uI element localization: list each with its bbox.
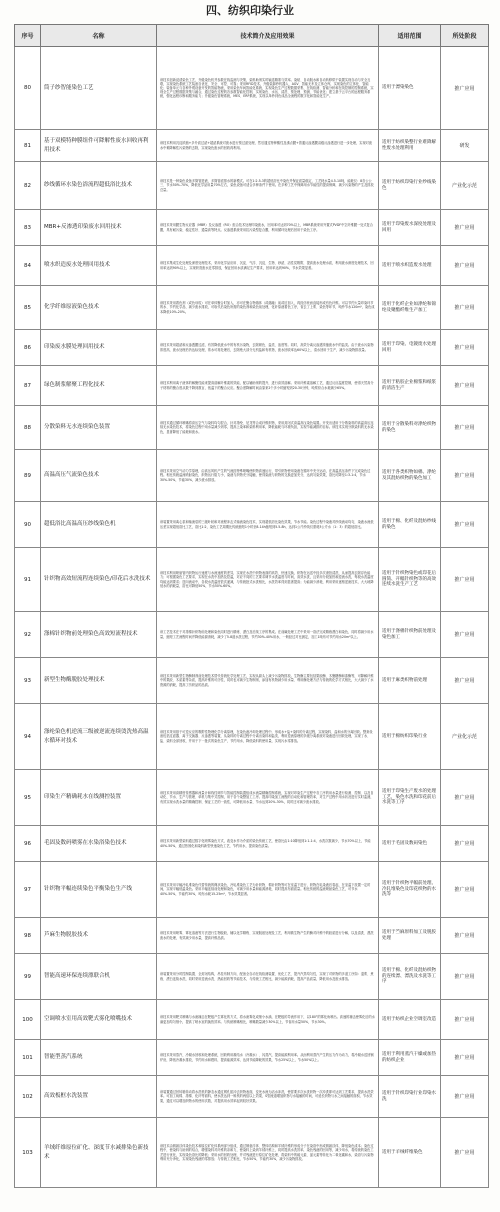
table-row	[15, 502, 489, 548]
development-stage: 推广应用	[441, 286, 489, 330]
row-number: 83	[15, 210, 41, 246]
development-stage: 推广应用	[441, 658, 489, 704]
row-number: 94	[15, 704, 41, 770]
table-row	[15, 862, 489, 918]
table-row	[15, 954, 489, 1000]
technology-name: 高效板框水洗装置	[41, 1076, 157, 1118]
development-stage: 产业化示范	[441, 162, 489, 210]
row-number: 98	[15, 918, 41, 954]
row-number: 89	[15, 450, 41, 502]
table-row	[15, 1040, 489, 1076]
application-scope: 适用于麻类织物前处理	[379, 658, 441, 704]
application-scope: 适用于羊绒纤维染色	[379, 1118, 441, 1188]
row-number: 84	[15, 246, 41, 286]
application-scope: 适用于分散染料对涤纶织物的染色	[379, 406, 441, 450]
header-number: 序号	[15, 25, 41, 47]
technology-name: 纱线循环水染色浴流程超低浴比技术	[41, 162, 157, 210]
application-scope: 适用于纺织染整行业难降解性废水处理利用	[379, 130, 441, 162]
technology-name: 涤纶染色机逆流三级被逆流连续烫洗热高温水循环对技术	[41, 704, 157, 770]
row-number: 85	[15, 286, 41, 330]
application-scope: 适用于漂染染色	[379, 47, 441, 130]
row-number: 90	[15, 502, 41, 548]
application-scope: 适用于针织物平幅前处理、冷轧堆染色及印花织物的水洗等	[379, 862, 441, 918]
header-stage: 所处阶段	[441, 25, 489, 47]
technology-name: 针织物平幅连续染色平衡染色生产线	[41, 862, 157, 918]
row-number: 80	[15, 47, 41, 130]
application-scope: 适用于印染废水深度处理及回用	[379, 210, 441, 246]
row-number: 88	[15, 406, 41, 450]
row-number: 81	[15, 130, 41, 162]
table-row	[15, 770, 489, 826]
development-stage: 推广应用	[441, 954, 489, 1000]
development-stage: 推广应用	[441, 548, 489, 612]
row-number: 95	[15, 770, 41, 826]
technology-name: 印染废水膜处理回用技术	[41, 330, 157, 366]
technology-name: 化学纤维原液染色技术	[41, 286, 157, 330]
technology-name: 空调喷水室用高效靶式雾化喷嘴技术	[41, 1000, 157, 1040]
application-scope: 适用于棉、化纤及混纺纱线的染色	[379, 502, 441, 548]
table-header-row	[15, 25, 489, 47]
table-row	[15, 330, 489, 366]
technology-description: 该技术采用新型染料通过数字化喷雾染色方式，改变水作为介质的染色传统工艺，使浴比由1:10降低到1:1-1:4，水洗次数减少，节水70%以上，节能40%-50%，通过热固化和染料新型快速染色工艺，节约用水，提高染色质量。	[157, 826, 379, 862]
row-number: 103	[15, 1118, 41, 1188]
development-stage: 推广应用	[441, 1000, 489, 1040]
application-scope: 适用于利用蒸汽干燥或加热的纺织企业	[379, 1040, 441, 1076]
technology-name: 智能型蒸汽系统	[41, 1040, 157, 1076]
row-number: 93	[15, 658, 41, 704]
technology-description: 该技术采用平幅冷轧堆染色代替传统的绳状染色，冷轧堆染色工艺为针织物、棉针织物等可在室温下进行，织物在轧染液后卷起，在室温下放置一定时间，实现平幅低温染色。采用平幅连续前处理和染色，可减少用水量和能源消耗，同时提高布面质量。相比传统的溢流喷射染色工艺，可节水40%-50%，节能约30%，吨布水耗15-25m³，节水效果显著。	[157, 862, 379, 918]
development-stage: 产业化示范	[441, 704, 489, 770]
development-stage: 推广应用	[441, 612, 489, 658]
row-number: 97	[15, 862, 41, 918]
development-stage: 推广应用	[441, 246, 489, 286]
technology-description: 该技术采用新型生物酶制剂前处理技术替代传统化学处理工艺，实现从源头上减少污染物排放。生物酶主要包括果胶酶、木聚糖酶和漆酶等，可降解纤维中的果胶、木质素等杂质，提高纤维的可纺性，同时也可减少生物制剂，添加有机物减少用水量、利用酶处理方法与传统的化学方式相比，大大减少了水资源的消耗，提高了纺织品的品质。	[157, 658, 379, 704]
technology-name: 喷水织造废水处理回用技术	[41, 246, 157, 286]
technology-name: 高温高压气流染色技术	[41, 450, 157, 502]
table-row	[15, 47, 489, 130]
table-row	[15, 826, 489, 862]
development-stage: 推广应用	[441, 502, 489, 548]
row-number: 92	[15, 612, 41, 658]
row-number: 87	[15, 366, 41, 406]
row-number: 91	[15, 548, 41, 612]
technology-name: 印染生产精确耗水在线测控装置	[41, 770, 157, 826]
technology-name: 羊绒纤维原位矿化、深度节水减排染色新技术	[41, 1118, 157, 1188]
table-row	[15, 246, 489, 286]
development-stage: 推广应用	[441, 826, 489, 862]
development-stage: 推广应用	[441, 330, 489, 366]
technology-name: 毛固及数码喷雾在水染浴染色技术	[41, 826, 157, 862]
application-scope: 适用于针织印染行业印染水洗	[379, 1076, 441, 1118]
table-row	[15, 450, 489, 502]
development-stage: 推广应用	[441, 1118, 489, 1188]
application-scope: 适用于纺织企业空调室改造	[379, 1000, 441, 1040]
technology-description: 该装置采用离心泵和轴流泵的三级叶轮和对流程冲击式轴流染色技术，实现超低浴比染色效果，节水节能。染色过程中染液对纱线流动均匀，染液水流低压差实现超低浴比工艺，浴比1:2，染色工艺周期比传统缩短1小时至8-14h缩短到5.5-8h，达到1公斤纱线仅需耗3公斤水（1：3）的超低浴比。	[157, 502, 379, 548]
technology-description: 该技术由微悬浮体染色技术和原位矿化体系两部分组成，通过制备浮体、整体结构和羊绒纤维的形成分子在染浴中形成微悬浮体，降低染色成本；染色过程中，使染料与助剂的结合，增强染料对纤维的亲和力，使染料上染到羊绒纤维上，同时提高水洗效率，染色残液的回用等，减少用水，将传统的染色工艺进行优化，实现染色浴比的降低；采用水的回收处理，并对残液进行原位矿化处理，将染料中的硫元素、氯元素等转化为二氧化碳和水，染浴与污染物利用充分净化，实现染色残液的零排放；与传统工艺相比，节水50%，节能约30%，减少污染物排放。	[157, 1118, 379, 1188]
table-row	[15, 612, 489, 658]
table-row	[15, 1118, 489, 1188]
table-row	[15, 130, 489, 162]
table-row	[15, 1076, 489, 1118]
row-number: 101	[15, 1040, 41, 1076]
header-description: 技术简介及应用效果	[157, 25, 379, 47]
header-name: 名称	[41, 25, 157, 47]
table-row	[15, 366, 489, 406]
application-scope: 适用于毛固及数码染色	[379, 826, 441, 862]
technology-table	[14, 24, 489, 1188]
technology-description: 该技术通过循环喷嘴将高压空气与染料均匀混合，针对涤纶、尼龙等合成纤维织物，采用封闭式高温高压染色装置。开发出适用于分散染料的高温高压连续无水染色技术，将染色过程中用水量减少到零，提高上染率和染料利用率，降低能耗与环境负担，实现节能减排的目标。该技术实现分散染料的无水染色，显著降低了能耗和废水。	[157, 406, 379, 450]
technology-description: 该技术集成生化处理及深度处理技术，采用化学品应用、沉淀、气浮、沉淀、生物、砂滤、活性炭吸附，提高废水处理水质，利用废水深度处理技术，回用率达到90%以上，实现织造废水近零排放，保证回用水质满足生产要求，回用率达到90%，节水效果显著。	[157, 246, 379, 286]
development-stage: 推广应用	[441, 918, 489, 954]
development-stage: 推广应用	[441, 210, 489, 246]
application-scope: 适用于印染生产废水的处理工艺，染色水洗和印花前后水洗等工序	[379, 770, 441, 826]
table-row	[15, 406, 489, 450]
technology-description: 该技术采用蒸汽、冷凝水回收和处理系统，回收利用凝结水（冷凝水）、闪蒸汽，提高能源利用率。从而利用蒸汽产生的压力作为动力，将冷凝水送回锅炉房，降低冷凝水排放，节约用水和燃料，提高能源效率，达到节能降耗的效果，节水25%以上，节水50%以上。	[157, 1040, 379, 1076]
technology-description: 该技术采用靶式喷嘴与水流撞击在靶板产生雾化的方式，将水流雾化成细小水滴，在靶板的导流作用下，以180°的雾化角喷出。高速的撞击使雾化后的水滴更加均匀细小，提高了喷水室的换热效率。与传统喷嘴相比，喷嘴数量减少30%以上，节省用水量50%，节水30%。	[157, 1000, 379, 1040]
technology-description: 该技术创新浸渍染色工艺，升级染色机并参数在线监测与决策，染料助剂实时输送精准与效率。染贴、自动脱水和自动转移烘干装置实现自动与安全互联，实现染色系统工艺装备自优化、安全、可控、可靠；采用RFID技术，升级装卸纱机器人、AGV、智能无车及立体仓库，实现染色的立体化、智能化；装备单元与各种外观设备开发的智能物流，采用染色车间智能化系统，实现染色生产过程数据采集、在线检测、智能分析和在线控制的控制系统，实现全生产过程数据采集与融合，通过染色过程的各参数智能化控制，实现染色、水运、清洗、预处理、预测、节能优化；建立基于云平台的远程服务系统，强化远程诊断和服务能力；升级染色管理系统，MES、ERP系统，实现以单纱到色成品全流程的数字化和智能化生产。	[157, 47, 379, 130]
technology-description: 该装置通过回转箱转动将水洗机的静态水通过网孔振冲去织物表面，变死水流为活水冲洗，使冒要多次水洗织物一次冲洗即可达到工艺要求，提高水洗效率。可加工纯棉、涤棉、化纤等面料，使水洗达到一般机的两倍以上效果，S型流道增加织物与水接触的时间，可延长织物与水之间接触的面积，节水效果，通过可以增加织物水的使用次数，对提高用水效率起到较好效果。	[157, 1076, 379, 1118]
technology-name: 新型生物酶脱胶处理技术	[41, 658, 157, 704]
technology-description: 该技术采用喷雾、雾化溶液等方法进行生物脱胶，辅以化学精炼、实现脱胶处理及工艺，利用微生物产生的酶对纤维中的胶质进行分解，以及清洗、漂洗废水的处理，有效减少用水量，提高纤维品质。	[157, 918, 379, 954]
application-scope: 适用于纺织印染行业纱线染色	[379, 162, 441, 210]
technology-description: 该技术采用基于可逆反应的吸附性物理化学分离原理，在染色液冷却处理过程中，形成水+盐+染料的分离过程，实现染料、盐和水的分离回收。整套设备包括过滤器、离子交换器、反渗透等装置，从染料的分离过程中分离出染料和盐类，利用逆流原理的多级分离系统对染液进行回收处理，实现了水、盐、染料全部回收，并用于下一批次的染色生产，节约用水，降低染料的使用量，实现污水零排放。	[157, 704, 379, 770]
application-scope: 适用于棉纺织印染行业	[379, 704, 441, 770]
application-scope: 适用于喷水织造废水处理	[379, 246, 441, 286]
technology-description: 该技术采用膜生物反应器（MBR）及反渗透（RO）组合技术处理印染废水，回用率可达到70%以上，MBR系统采用外置式PVDF中空纤维膜一处式复合膜，具有耐污染、稳定性好、通量高等特点。反渗透系统采用抗污染型复合膜，利用循环处理后回用于染色工序。	[157, 210, 379, 246]
technology-name: 芦麻生物脱胶技术	[41, 918, 157, 954]
table-row	[15, 162, 489, 210]
technology-name: 分散染料无水连续染色装置	[41, 406, 157, 450]
row-number: 102	[15, 1076, 41, 1118]
development-stage: 推广应用	[441, 770, 489, 826]
application-scope: 适用于粘胶企业棉浆和纸浆的清洁生产	[379, 366, 441, 406]
table-row	[15, 1000, 489, 1040]
development-stage: 推广应用	[441, 862, 489, 918]
development-stage: 推广应用	[441, 406, 489, 450]
application-scope: 适用于涤棉针织物前处理及染色加工	[379, 612, 441, 658]
row-number: 96	[15, 826, 41, 862]
technology-name: 智能高速环保连续漂联合机	[41, 954, 157, 1000]
development-stage: 推广应用	[441, 1040, 489, 1076]
row-number: 82	[15, 162, 41, 210]
technology-description: 该工艺技术在于对涤棉针织物前处理和染色同时进行精练、漂白及后续工序的集成。在前碱处理工艺中采用一浴法完成精练漂白和染色，同时将减少用水量，缩短工艺流程时间并降低能源消耗，减少了5-8道水洗过程，节约30%-40%用水，一般经过对比测定，加工1吨布可节约用水20m³以上。	[157, 612, 379, 658]
application-scope: 适用于化纤企业如涤纶和锦纶及聚酯纤维生产加工	[379, 286, 441, 330]
row-number: 86	[15, 330, 41, 366]
technology-description: 该技术采用着色剂（或色母粒）可在单体聚合时加入，亦可在聚合物熔体（或熔融）前或后加入，再经纺丝而直接形成有色纤维。可以节约大量印染环节的水、节约化学品、减少废水排放，可取代后染色所需的染色剂和染色前处理，化纤原液着色工序，省去了上浆、染色等环节，吨纱节水120m³，染色成本降低10%-20%。	[157, 286, 379, 330]
technology-description: 该技术利用喷射管内织物运行速度与水流速度的差异，实现在水洗中织物表面的高效、快速交换，织物在运送中经多次滚拍清洗，从而提高去除浮色能力；可根据染色工艺要求，实现在水洗中加热及控温，对应不同的工艺要求调节水洗温度与时间，高效水洗，且采用分段加热和逆流水洗，每段水洗温度均能达到要求；逆向流动中，各段水洗温度依次递减，与传统批式水洗相比，水洗效率得到显著提高；为能减少消耗，利用采用逐格逆流技术，大大地降低水的消耗量，浴比可降低50%，节水50%-60%。	[157, 548, 379, 612]
development-stage: 推广应用	[441, 47, 489, 130]
development-stage: 推广应用	[441, 366, 489, 406]
table-row	[15, 210, 489, 246]
page-title: 四、纺织印染行业	[206, 4, 294, 17]
development-stage: 研发	[441, 130, 489, 162]
technology-name: 涤棉针织物前处理染色高效短流程技术	[41, 612, 157, 658]
table-row	[15, 286, 489, 330]
development-stage: 推广应用	[441, 450, 489, 502]
table-row	[15, 658, 489, 704]
application-scope: 适用于棉、化纤及混纺织物的连续漂、漂洗及水洗等工序	[379, 954, 441, 1000]
header-scope: 适用范围	[379, 25, 441, 47]
application-scope: 适用于苎麻原料加工及脱胶处理	[379, 918, 441, 954]
technology-name: 筒子纱智能染色工艺	[41, 47, 157, 130]
development-stage: 推广应用	[441, 1076, 489, 1118]
table-row	[15, 704, 489, 770]
technology-name: 超低浴比高温高压纱线染色机	[41, 502, 157, 548]
table-row	[15, 918, 489, 954]
row-number: 99	[15, 954, 41, 1000]
technology-description: 该技术利用沉淀浓缩+多介质过滤+超滤系统对废水进行预过滤处理，然后通过特种酸性及沸点膜+普通反渗透膜双级反渗透进行进一步处理，实现对废水中难降解性污染物的去除，实现染色废水的回收再利用。	[157, 130, 379, 162]
technology-description: 该装置采用分时控制装置、全封闭结构，吊挂布制方向，配备全自动在线检测装置、优化工艺、提升汽蒸均匀性，实现了对织物的多道工序如：退浆、煮练、漂白连续水洗，同时采用逆流水洗、热能回收等节能技术，与传统工艺相比，减少能源消耗，提高产品质量，降低用水及废水排放。	[157, 954, 379, 1000]
table-body	[15, 47, 489, 1188]
technology-name: MBR+反渗透印染废水回用技术	[41, 210, 157, 246]
technology-description: 该技术采用空气动力学原理，由高压风机产生的气流经特殊喷嘴使织物高速运行，带引织物使用染液在循环中充分运动，在高温高压条件下完成染色过程。相比传统溢流喷射染色，织物运行阻力小，染液与织物充分接触，使得染液与织物的交换更加充分，达到匀染效果，浴比可降至1:3-1:4，节水30%-50%，节能30%，减少废水排放。	[157, 450, 379, 502]
application-scope: 适用于各类织物如棉、涤纶及其混纺织物的染色加工	[379, 450, 441, 502]
technology-description: 该技术采用超滤和反渗透膜过滤，有效降低废水中的有机污染物，去除颜色、盐类、浊度等。同时，高效分离反渗透浓缩废水中的盐类。由于废水污染物浓度高，废水处理后仍达标处理，浓水可再处理后，去除绝大部分无机盐和有机物，废水回收率达60%以上，清水回用于生产，减少污染物排放量。	[157, 330, 379, 366]
technology-description: 该技术利用离子液体的解聚性能来提高溶解纤维素的效能，配以辅助剂的提升，进行高效溶解。采用纤维素溶解工艺，通过反应温度控制，使得天然高分子材料的聚合度从数千降到数百，低温下的聚合反应。聚合度降解时间由原来2个多小时缩短到20-30分钟，吨浆综合水耗减少65%。	[157, 366, 379, 406]
row-number: 100	[15, 1000, 41, 1040]
technology-description: 该技术采用高精度传感器和流量计和线性调节与智能控制装置组成水流量精确控制系统，实现对印染生产过程中各工序的用水量进行检测、控制、以及自动化、节水、生产与管理、单机与集中式控制，用于各个染整加工工序。提高印染加工流程的自动化和管理效率，对生产过程中用水状况进行实时监测，有效实现水洗水量的精确控制、保证工艺的一致性，可降低用水量、节水达到20%-30%，同时还可减少废水排放。	[157, 770, 379, 826]
application-scope: 适用于印染、电镀废水处理回用	[379, 330, 441, 366]
application-scope: 适用于针织物染色或印花后圆筒、开幅针织物等的高效连续水洗生产工艺	[379, 548, 441, 612]
technology-description: 该技术是一种染色设备多筒管进液，多筒管滤排水的新模式。可在1:2.5-3的超低浴比中染色并保证质量稳定，工艺耗水量4.5-10吨，能耗仅：8各公公三、节水50%-70%，降低化学品用量70%左右，染色设备可适合多种条件下使用。在多种工艺中保障用水节能性的提高保障，减少污染物的产生及排放总量。	[157, 162, 379, 210]
table-row	[15, 548, 489, 612]
technology-name: 基于双模特种膜组件可降解性废水回收再利用技术	[41, 130, 157, 162]
technology-name: 绿色制浆解聚工程化技术	[41, 366, 157, 406]
technology-name: 针织物高效短流程连续染色/印花后水洗技术	[41, 548, 157, 612]
